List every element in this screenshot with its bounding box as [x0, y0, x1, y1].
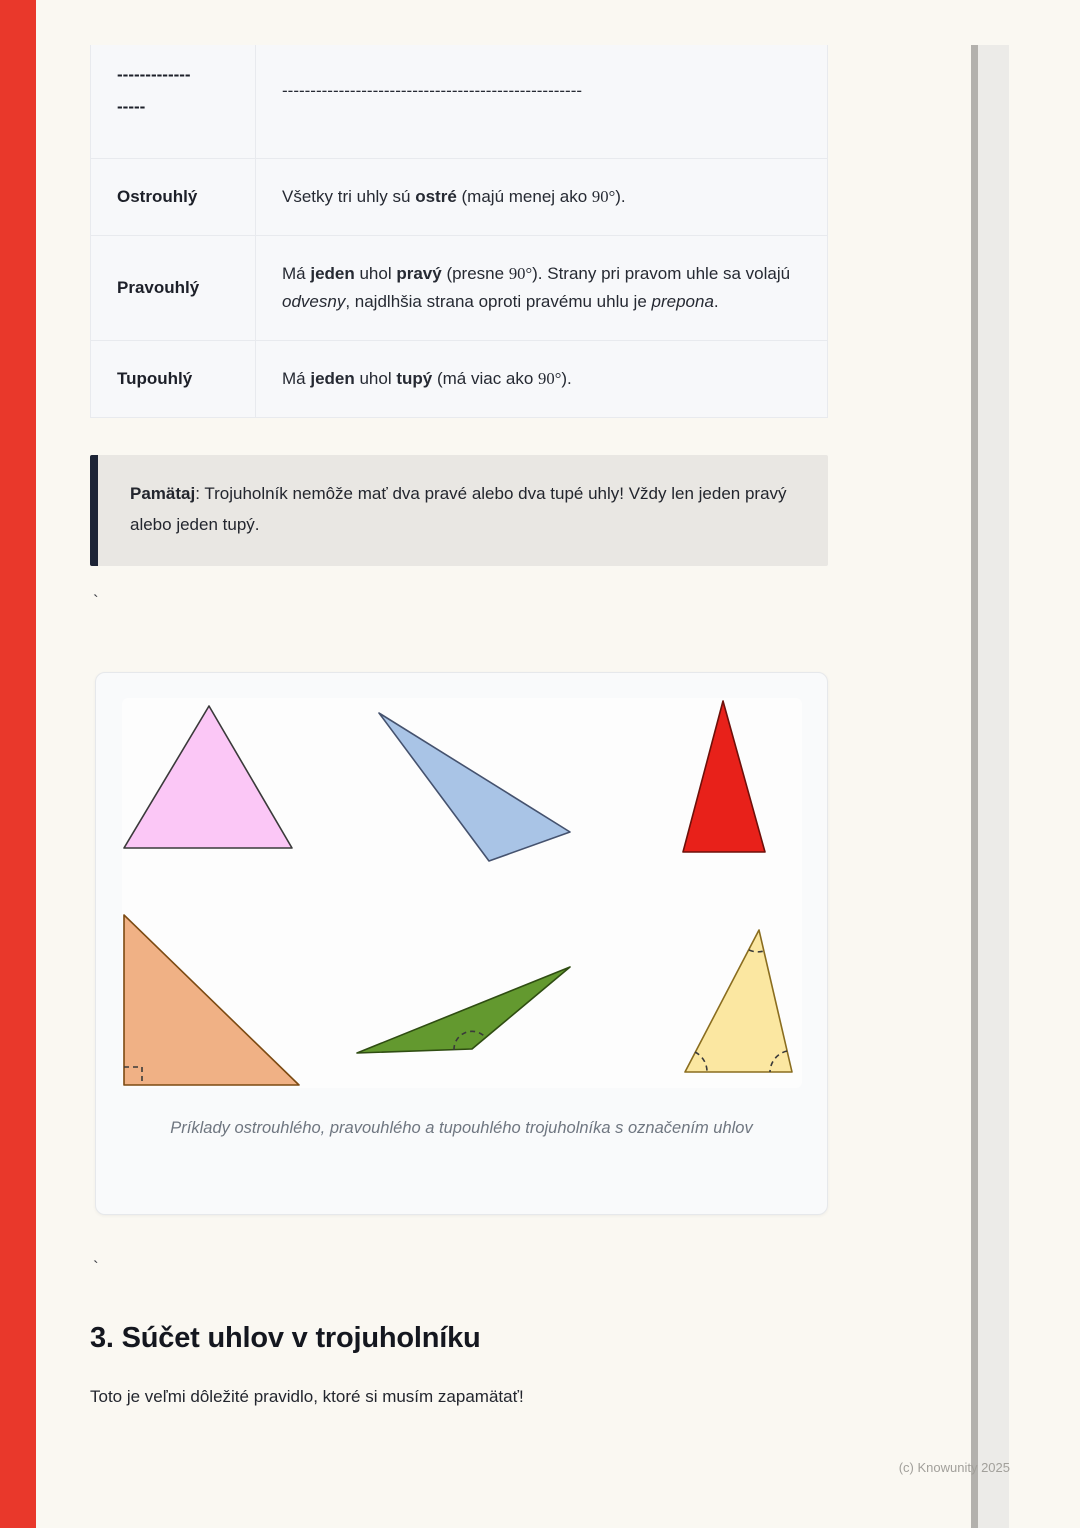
- definition-cell: Všetky tri uhly sú ostré (majú menej ako 90°).: [282, 186, 626, 206]
- triangle-illustration: [122, 698, 802, 1088]
- table-row-tupouhly: [91, 340, 827, 417]
- triangle-types-table: [90, 45, 828, 418]
- definition-cell: Má jeden uhol pravý (presne 90°). Strany pri pravom uhle sa volajú odvesny, najdlhšia strana oproti pravému uhlu je prepona.: [282, 263, 791, 311]
- definition-cell: Má jeden uhol tupý (má viac ako 90°).: [282, 368, 572, 388]
- triangle-acute-red: [683, 701, 765, 852]
- triangle-right-orange: [124, 915, 299, 1085]
- callout-note: [90, 455, 828, 566]
- triangle-acute-pink: [124, 706, 292, 848]
- scrollbar-thumb[interactable]: [971, 45, 978, 1528]
- definition-cell: [256, 63, 827, 139]
- figure-caption: Príklady ostrouhlého, pravouhlého a tupouhlého trojuholníka s označením uhlov: [170, 1119, 753, 1137]
- term-cell: Tupouhlý: [91, 341, 256, 417]
- table-divider-row: [91, 45, 827, 158]
- divider-dashes: -------------: [117, 65, 191, 84]
- math-degree: 90°: [508, 263, 533, 283]
- divider-dashes: -----: [117, 97, 146, 117]
- page-accent-bar: [0, 0, 36, 1528]
- triangle-obtuse-green: [357, 967, 570, 1053]
- triangle-scalene-blue: [379, 713, 570, 861]
- math-degree: 90°: [538, 368, 562, 388]
- term-cell: Pravouhlý: [91, 236, 256, 340]
- scrollbar-track[interactable]: [978, 45, 1009, 1528]
- math-degree: 90°: [591, 186, 616, 206]
- section-paragraph: Toto je veľmi dôležité pravidlo, ktoré si musím zapamätať!: [90, 1387, 524, 1406]
- triangle-examples-figure: [95, 672, 828, 1215]
- table-row-ostrouhly: [91, 158, 827, 235]
- copyright-footer: (c) Knowunity 2025: [898, 1460, 1010, 1475]
- stray-backtick: `: [93, 1258, 99, 1277]
- callout-label: Pamätaj: [130, 484, 196, 503]
- triangle-acute-yellow: [685, 930, 792, 1072]
- table-row-pravouhly: [91, 235, 827, 340]
- stray-backtick: `: [93, 592, 99, 611]
- term-cell: [91, 45, 256, 158]
- term-cell: Ostrouhlý: [91, 159, 256, 235]
- callout-text: : Trojuholník nemôže mať dva pravé alebo dva tupé uhly! Vždy len jeden pravý alebo jeden tupý.: [130, 484, 787, 534]
- divider-dashes: -----------------------------------------------------: [282, 81, 583, 101]
- section-heading: 3. Súčet uhlov v trojuholníku: [90, 1322, 481, 1354]
